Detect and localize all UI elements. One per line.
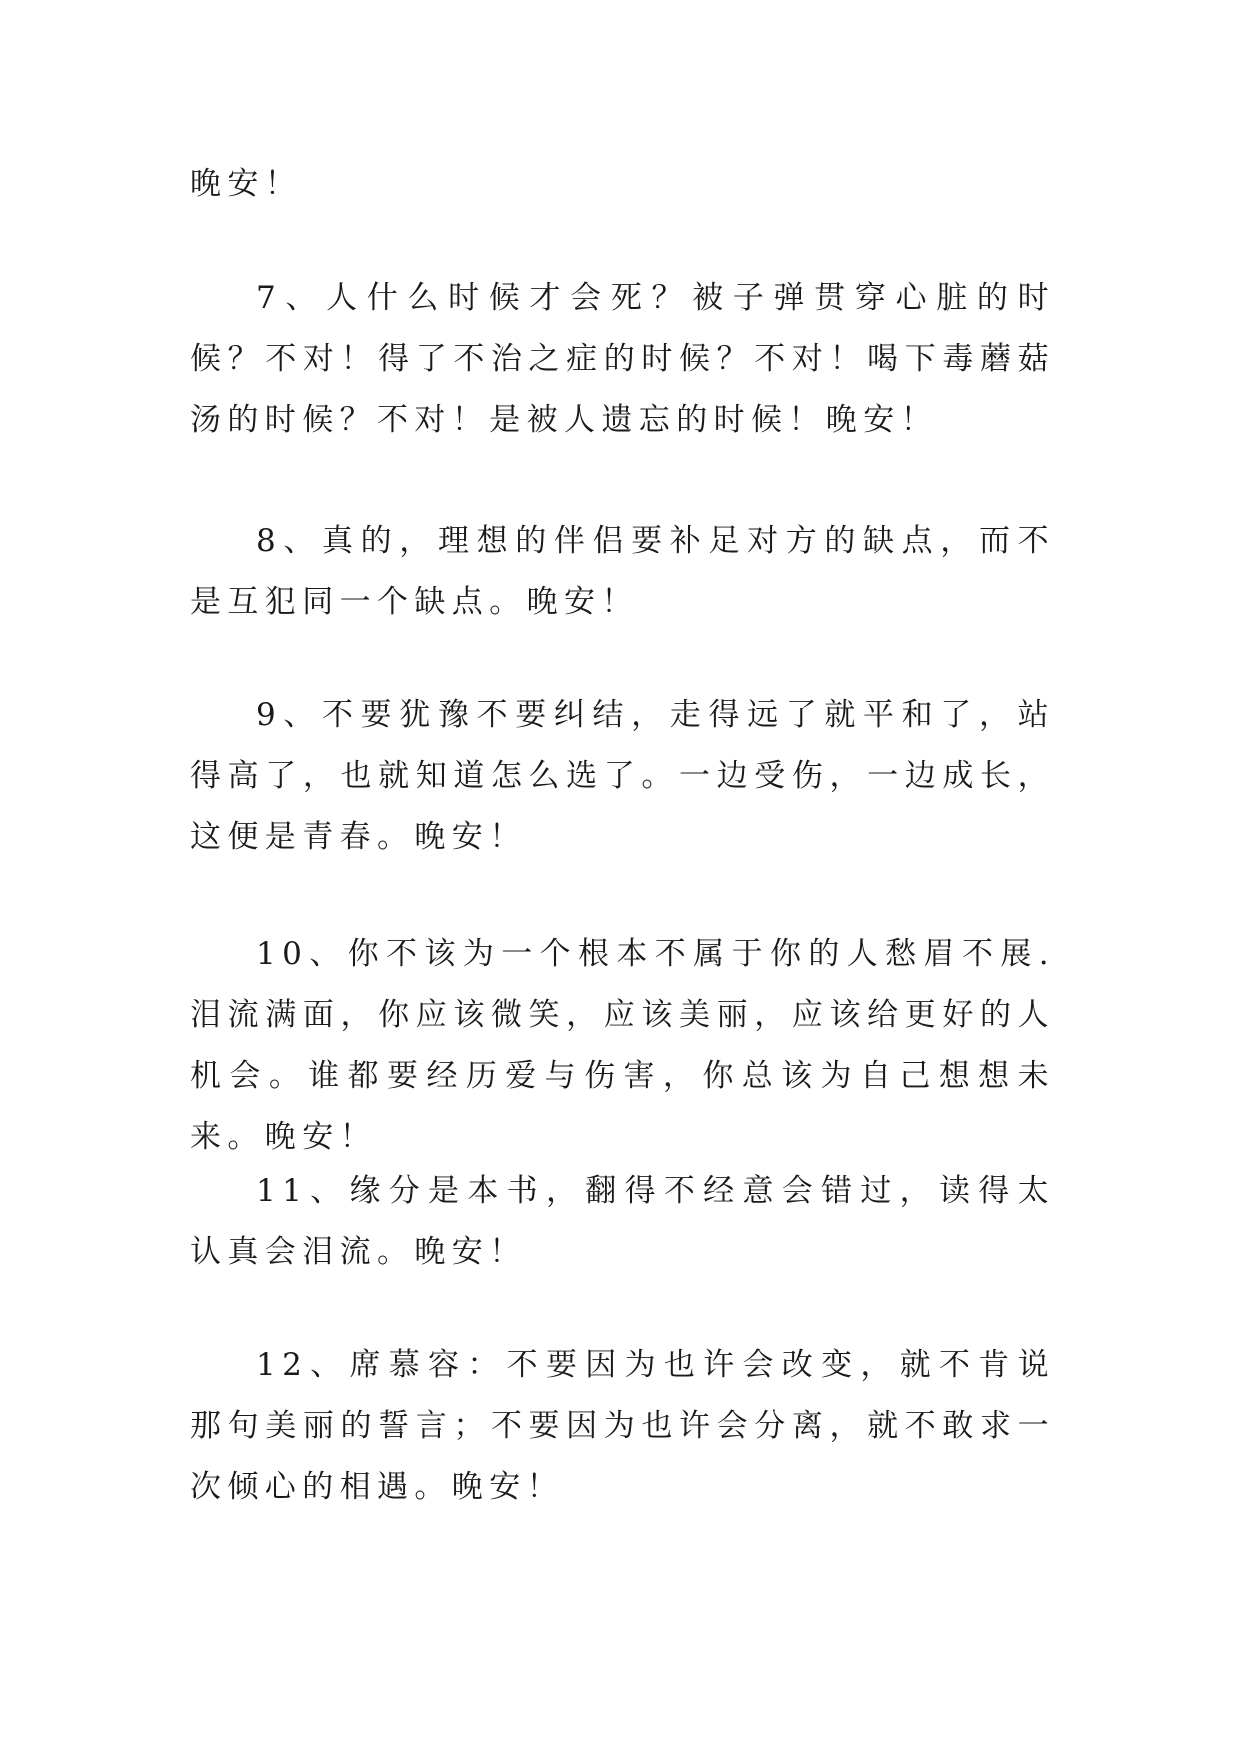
paragraph-item-10: 10、你不该为一个根本不属于你的人愁眉不展.泪流满面，你应该微笑，应该美丽，应该给更好的人机会。谁都要经历爱与伤害，你总该为自己想想未来。晚安！ [190,936,1055,1155]
paragraph-item-8: 8、真的，理想的伴侣要补足对方的缺点，而不是互犯同一个缺点。晚安！ [190,523,1055,620]
paragraph-item-12: 12、席慕容：不要因为也许会改变，就不肯说那句美丽的誓言；不要因为也许会分离，就不敢求一次倾心的相遇。晚安！ [190,1347,1055,1505]
paragraph-item-9: 9、不要犹豫不要纠结，走得远了就平和了，站得高了，也就知道怎么选了。一边受伤，一边成长，这便是青春。晚安！ [190,697,1055,855]
paragraph-item-11: 11、缘分是本书，翻得不经意会错过，读得太认真会泪流。晚安！ [190,1173,1055,1270]
paragraph-item-7: 7、人什么时候才会死？被子弹贯穿心脏的时候？不对！得了不治之症的时候？不对！喝下毒蘑菇汤的时候？不对！是被人遗忘的时候！晚安！ [190,280,1055,438]
paragraph-continuation: 晚安！ [190,166,303,202]
